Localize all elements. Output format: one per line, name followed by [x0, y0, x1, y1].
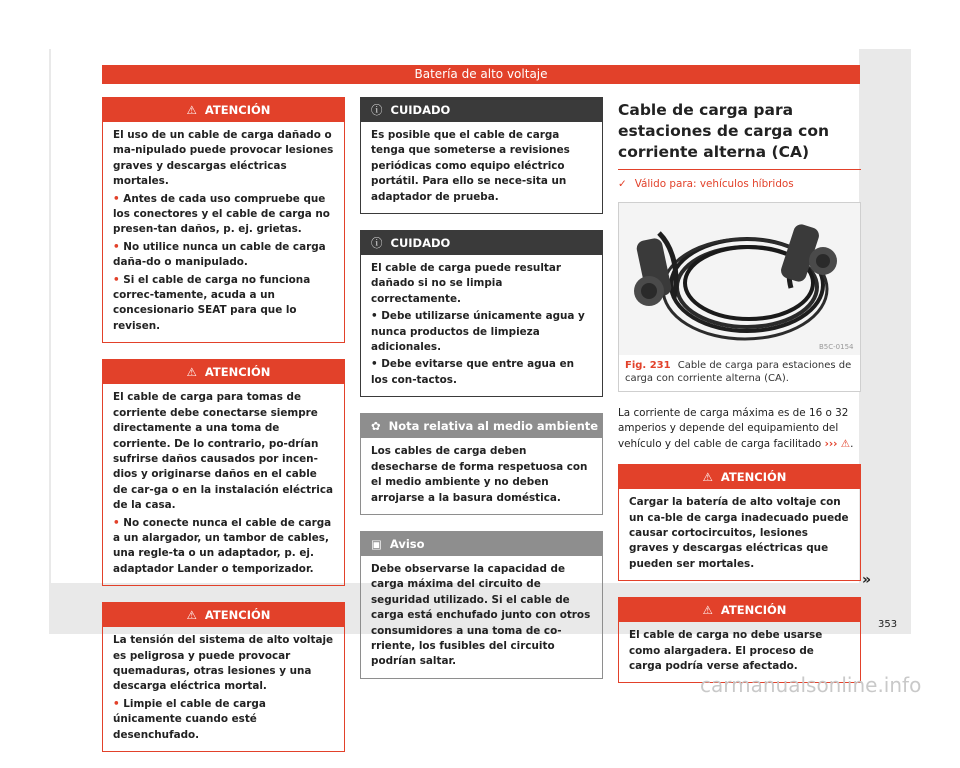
- list-item: • Antes de cada uso compruebe que los conectores y el cable de carga no presen-tan daños, p. ej. grietas.: [113, 192, 330, 236]
- figure-number: Fig. 231: [625, 360, 671, 371]
- info-circle-icon: ⓘ: [371, 236, 383, 251]
- caution-text: El cable de carga puede resultar dañado si no se limpia correctamente.: [371, 262, 561, 305]
- caution-box: [360, 97, 603, 214]
- info-circle-icon: ⓘ: [371, 103, 383, 117]
- section-header: Batería de alto voltaje: [102, 65, 860, 84]
- reference-arrows: ›››: [824, 437, 838, 450]
- caution-text: Es posible que el cable de carga tenga que someterse a revisiones periódicas como equipo eléctrico portátil. Para ello se nece-sita un adaptador de prueba.: [371, 129, 570, 203]
- warning-triangle-icon: ⚠: [702, 470, 713, 485]
- warning-box: [618, 464, 861, 581]
- body-paragraph: La corriente de carga máxima es de 16 o 32 amperios y depende del equipamiento del vehículo y del cable de carga facilitado ››› ⚠.: [618, 407, 854, 450]
- figure-caption: [619, 355, 860, 391]
- warning-box: [618, 597, 861, 683]
- warning-text: El uso de un cable de carga dañado o ma-nipulado puede provocar lesiones graves y descargas eléctricas mortales.: [113, 129, 334, 188]
- warning-heading: ATENCIÓN: [720, 470, 787, 485]
- column-left: [102, 97, 345, 768]
- warning-text: El cable de carga para tomas de corriente debe conectarse siempre directamente a una toma de corriente. De lo contrario, po-drían sufrirse daños causados por incen-dios y originarse daños en el cable de car-ga o en la instalación eléctrica de la casa.: [113, 391, 333, 512]
- bullet-icon: •: [371, 358, 378, 371]
- list-item: • Si el cable de carga no funciona correc-tamente, acuda a un concesionario SEAT para que lo revisen.: [113, 273, 311, 332]
- continue-mark: »: [862, 572, 872, 588]
- environment-heading: Nota relativa al medio ambiente: [388, 419, 599, 434]
- list-item: • No conecte nunca el cable de carga a un alargador, un tambor de cables, una regle-ta o un adaptador, p. ej. adaptador Lander o temporizador.: [113, 516, 332, 575]
- bullet-icon: •: [113, 240, 120, 253]
- caution-box: [360, 230, 603, 397]
- figure-caption-text: Cable de carga para estaciones de carga con corriente alterna (CA).: [625, 360, 852, 384]
- notice-box: [360, 531, 603, 679]
- charging-cable-image: [619, 203, 860, 355]
- bullet-icon: •: [113, 516, 120, 529]
- caution-heading: CUIDADO: [390, 236, 451, 251]
- bullet-icon: •: [113, 273, 120, 286]
- warning-triangle-icon: ⚠: [702, 603, 713, 618]
- warning-heading: ATENCIÓN: [204, 103, 271, 117]
- list-item: • Debe utilizarse únicamente agua y nunca productos de limpieza adicionales.: [371, 310, 585, 354]
- column-right: [618, 97, 861, 699]
- warning-box: [102, 97, 345, 343]
- notice-heading: Aviso: [389, 536, 425, 551]
- caution-heading: CUIDADO: [390, 103, 451, 117]
- warning-text: El cable de carga no debe usarse como alargadera. El proceso de carga podría verse afectado.: [629, 629, 823, 673]
- bullet-icon: •: [113, 697, 120, 710]
- figure: [618, 202, 861, 392]
- list-item: • Limpie el cable de carga únicamente cuando esté desenchufado.: [113, 697, 266, 741]
- notice-text: Debe observarse la capacidad de carga máxima del circuito de seguridad utilizado. Si el cable de carga está enchufado junto con otros consumidores a una toma de co-rriente, los fusibles del circuito podrían saltar.: [371, 562, 591, 668]
- environment-text: Los cables de carga deben desecharse de forma respetuosa con el medio ambiente y no deben arrojarse a la basura doméstica.: [371, 445, 588, 504]
- warning-triangle-icon: ⚠: [186, 103, 197, 117]
- warning-heading: ATENCIÓN: [720, 603, 787, 618]
- watermark: carmanualsonline.info: [700, 673, 922, 697]
- page-number: 353: [878, 619, 898, 630]
- warning-triangle-icon: ⚠: [840, 437, 851, 450]
- validity-note: ✓ Válido para: vehículos híbridos: [618, 178, 794, 190]
- warning-triangle-icon: ⚠: [186, 608, 197, 623]
- warning-box: [102, 602, 345, 752]
- charging-cable-illustration: [619, 203, 860, 355]
- bullet-icon: •: [113, 192, 120, 205]
- figure-code: B5C-0154: [819, 343, 854, 351]
- bullet-icon: •: [371, 310, 378, 323]
- column-middle: [360, 97, 603, 695]
- warning-box: [102, 359, 345, 586]
- list-item: • Debe evitarse que entre agua en los con-tactos.: [371, 358, 575, 386]
- warning-text: La tensión del sistema de alto voltaje es peligrosa y puede provocar quemaduras, otras lesiones y una descarga eléctrica mortal.: [113, 634, 334, 693]
- environment-note-box: [360, 413, 603, 515]
- note-icon: ▣: [371, 536, 382, 551]
- warning-triangle-icon: ⚠: [186, 365, 197, 380]
- section-title: Cable de carga para estaciones de carga con corriente alterna (CA): [618, 100, 861, 170]
- warning-text: Cargar la batería de alto voltaje con un ca-ble de carga inadecuado puede causar cortocircuitos, lesiones graves y descargas eléctricas que pueden ser mortales.: [629, 496, 849, 570]
- leaf-icon: ✿: [371, 419, 381, 434]
- list-item: • No utilice nunca un cable de carga daña-do o manipulado.: [113, 240, 326, 269]
- warning-heading: ATENCIÓN: [204, 608, 271, 623]
- check-icon: ✓: [618, 178, 627, 190]
- warning-heading: ATENCIÓN: [204, 365, 271, 380]
